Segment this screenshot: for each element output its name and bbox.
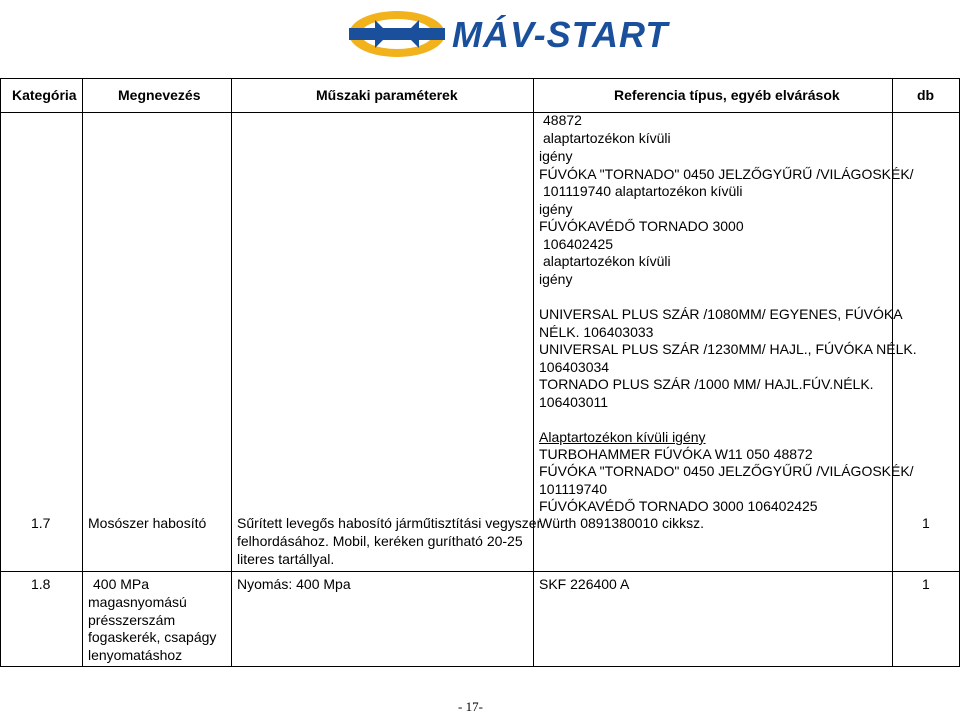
- col-border-1: [82, 78, 83, 666]
- reference-line: alaptartozékon kívüli: [543, 130, 671, 146]
- reference-line: 106403011: [539, 394, 609, 410]
- reference-line: 106403034: [539, 359, 610, 375]
- reference-line: 106402425: [543, 236, 614, 252]
- col-border-2: [231, 78, 232, 666]
- reference-line: igény: [539, 148, 573, 164]
- reference-line: 48872: [543, 112, 582, 128]
- header-megnevezes: Megnevezés: [118, 87, 201, 103]
- row-divider: [0, 571, 960, 572]
- reference-line: FÚVÓKA "TORNADO" 0450 JELZŐGYŰRŰ /VILÁGOSKÉK/: [539, 166, 914, 182]
- row-params-line: felhordásához. Mobil, keréken gurítható 20-25: [237, 533, 523, 549]
- row-name-line: magasnyomású: [88, 594, 187, 610]
- row-params-line: Sűrített levegős habosító járműtisztítási vegyszer: [237, 515, 542, 531]
- row-qty: 1: [922, 576, 930, 592]
- reference-line: UNIVERSAL PLUS SZÁR /1230MM/ HAJL., FÚVÓKA NÉLK.: [539, 341, 917, 357]
- reference-line: UNIVERSAL PLUS SZÁR /1080MM/ EGYENES, FÚVÓKA: [539, 306, 903, 322]
- mav-start-logo: [345, 6, 669, 62]
- row-reference: Würth 0891380010 cikksz.: [539, 515, 704, 531]
- row-name-line: 400 MPa: [93, 576, 150, 592]
- reference-line: alaptartozékon kívüli: [543, 253, 671, 269]
- header-db: db: [917, 87, 935, 103]
- reference-line: TURBOHAMMER FÚVÓKA W11 050 48872: [539, 446, 813, 462]
- reference-line: NÉLK. 106403033: [539, 324, 654, 340]
- reference-line: FÚVÓKAVÉDŐ TORNADO 3000 106402425: [539, 498, 818, 514]
- reference-line: igény: [539, 271, 573, 287]
- col-border-3: [533, 78, 534, 666]
- reference-line: FÚVÓKA "TORNADO" 0450 JELZŐGYŰRŰ /VILÁGOSKÉK/: [539, 463, 914, 479]
- row-category: 1.7: [31, 515, 51, 531]
- row-qty: 1: [922, 515, 930, 531]
- row-name-line: fogaskerék, csapágy: [88, 629, 217, 645]
- page-number: - 17-: [458, 699, 483, 714]
- reference-line: FÚVÓKAVÉDŐ TORNADO 3000: [539, 218, 744, 234]
- row-reference: SKF 226400 A: [539, 576, 630, 592]
- reference-line: TORNADO PLUS SZÁR /1000 MM/ HAJL.FÚV.NÉLK.: [539, 376, 874, 392]
- row-name-line: présszerszám: [88, 612, 176, 628]
- header-kategoria: Kategória: [12, 87, 77, 103]
- header-referencia: Referencia típus, egyéb elvárások: [614, 87, 840, 103]
- table-bottom-border: [0, 666, 960, 667]
- row-name: Mosószer habosító: [88, 515, 207, 531]
- header-muszaki-parameterek: Műszaki paraméterek: [316, 87, 458, 103]
- reference-subheading: Alaptartozékon kívüli igény: [539, 429, 706, 445]
- row-name-line: lenyomatáshoz: [88, 647, 183, 663]
- logo-text: MÁV-START: [452, 14, 669, 55]
- row-params-line: literes tartállyal.: [237, 551, 335, 567]
- header-bottom-border: [0, 112, 960, 113]
- row-params-line: Nyomás: 400 Mpa: [237, 576, 351, 592]
- reference-line: igény: [539, 201, 573, 217]
- col-border-0: [0, 78, 1, 666]
- reference-line: 101119740 alaptartozékon kívüli: [543, 183, 743, 199]
- row-category: 1.8: [31, 576, 51, 592]
- logo-emblem-icon: [345, 6, 450, 62]
- reference-line: 101119740: [539, 481, 607, 497]
